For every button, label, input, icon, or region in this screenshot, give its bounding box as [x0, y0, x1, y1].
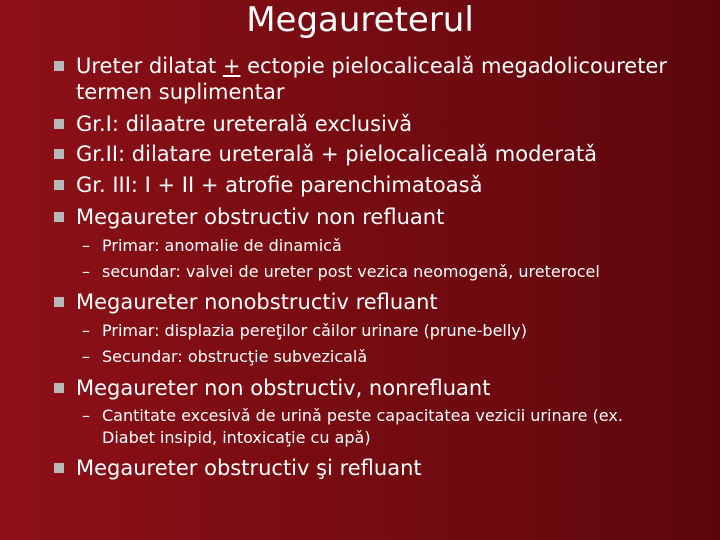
bullet-marker: [54, 383, 64, 393]
bullet-ureter-dilatat: Ureter dilatat + ectopie pielocalicealǎ megadolicoureter: [76, 54, 667, 78]
bullet-grade-3: Gr. III: I + II + atrofie parenchimatoasǎ: [76, 173, 483, 197]
dash-marker: –: [82, 406, 90, 425]
bullet-marker: [54, 149, 64, 159]
sub-bullet-cantitate-urina: Cantitate excesivǎ de urinǎ peste capacitatea vezicii urinare (ex.: [102, 406, 623, 425]
bullet-obstructiv-si-refluant: Megaureter obstructiv şi refluant: [76, 456, 422, 480]
bullet-marker: [54, 180, 64, 190]
bullet-marker: [54, 119, 64, 129]
bullet-obstructiv-non-refluant: Megaureter obstructiv non refluant: [76, 205, 445, 229]
sub-bullet-primar-dinamica: Primar: anomalie de dinamicǎ: [102, 236, 342, 255]
bullet-marker: [54, 463, 64, 473]
bullet-grade-1: Gr.I: dilaatre ureteralǎ exclusivǎ: [76, 112, 413, 136]
bullet-nonobstructiv-refluant: Megaureter nonobstructiv refluant: [76, 290, 438, 314]
bullet-marker: [54, 61, 64, 71]
sub-bullet-cantitate-urina-continuation: Diabet insipid, intoxicaţie cu apǎ): [102, 428, 371, 447]
bullet-marker: [54, 297, 64, 307]
bullet-ureter-dilatat-continuation: termen suplimentar: [76, 80, 285, 104]
bullet-grade-2: Gr.II: dilatare ureteralǎ + pielocalicealǎ moderatǎ: [76, 142, 597, 166]
dash-marker: –: [82, 321, 90, 340]
dash-marker: –: [82, 236, 90, 255]
bullet-non-obstructiv-nonrefluant: Megaureter non obstructiv, nonrefluant: [76, 376, 491, 400]
sub-bullet-secundar-valve: secundar: valvei de ureter post vezica neomogenǎ, ureterocel: [102, 262, 600, 281]
slide-title: Megaureterul: [246, 0, 474, 40]
dash-marker: –: [82, 347, 90, 366]
plus-minus-sign: +: [222, 54, 241, 78]
bullet-marker: [54, 212, 64, 222]
sub-bullet-primar-displazia: Primar: displazia pereţilor cǎilor urinare (prune-belly): [102, 321, 528, 340]
dash-marker: –: [82, 262, 90, 281]
sub-bullet-secundar-obstructie: Secundar: obstrucţie subvezicalǎ: [102, 347, 368, 366]
